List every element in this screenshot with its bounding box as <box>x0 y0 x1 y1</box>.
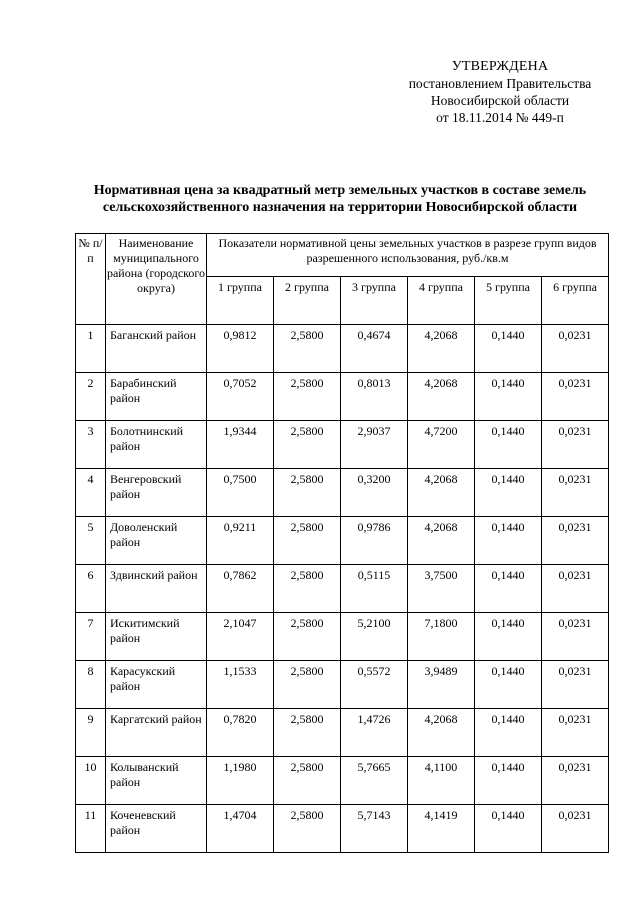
price-value-group-3: 0,5572 <box>341 661 408 709</box>
approval-line-2: Новосибирской области <box>430 93 570 108</box>
price-value-group-4: 4,2068 <box>408 517 475 565</box>
price-value-group-4: 3,7500 <box>408 565 475 613</box>
price-value-group-5: 0,1440 <box>475 325 542 373</box>
column-header-number: № п/п <box>76 234 106 325</box>
column-header-name: Наименование муниципального района (городского округа) <box>106 234 207 325</box>
price-value-group-2: 2,5800 <box>274 469 341 517</box>
price-value-group-5: 0,1440 <box>475 373 542 421</box>
district-name: Здвинский район <box>106 565 207 613</box>
row-number: 6 <box>76 565 106 613</box>
price-value-group-4: 3,9489 <box>408 661 475 709</box>
price-value-group-4: 4,1100 <box>408 757 475 805</box>
approval-line-1: постановлением Правительства <box>408 76 592 91</box>
approval-block <box>355 58 640 126</box>
price-value-group-1: 2,1047 <box>207 613 274 661</box>
approval-line-3: от 18.11.2014 № 449-п <box>436 110 564 125</box>
district-name: Баганский район <box>106 325 207 373</box>
price-value-group-5: 0,1440 <box>475 757 542 805</box>
price-value-group-6: 0,0231 <box>542 709 609 757</box>
price-value-group-2: 2,5800 <box>274 325 341 373</box>
district-name: Коченевский район <box>106 805 207 853</box>
table-row <box>76 757 609 805</box>
district-name: Доволенский район <box>106 517 207 565</box>
district-name: Венгеровский район <box>106 469 207 517</box>
price-value-group-6: 0,0231 <box>542 757 609 805</box>
row-number: 11 <box>76 805 106 853</box>
table-row <box>76 469 609 517</box>
column-header-indicators: Показатели нормативной цены земельных участков в разрезе групп видов разрешенного использования, руб./кв.м <box>207 234 609 277</box>
district-name: Каргатский район <box>106 709 207 757</box>
price-value-group-3: 0,8013 <box>341 373 408 421</box>
table-row <box>76 613 609 661</box>
price-value-group-6: 0,0231 <box>542 661 609 709</box>
table-row <box>76 565 609 613</box>
price-value-group-1: 0,9211 <box>207 517 274 565</box>
price-value-group-2: 2,5800 <box>274 373 341 421</box>
price-value-group-6: 0,0231 <box>542 613 609 661</box>
column-header-group-5: 5 группа <box>475 277 542 325</box>
price-value-group-5: 0,1440 <box>475 661 542 709</box>
price-value-group-4: 4,7200 <box>408 421 475 469</box>
row-number: 2 <box>76 373 106 421</box>
price-value-group-5: 0,1440 <box>475 421 542 469</box>
price-value-group-5: 0,1440 <box>475 469 542 517</box>
price-value-group-5: 0,1440 <box>475 805 542 853</box>
price-value-group-4: 4,2068 <box>408 469 475 517</box>
price-value-group-1: 0,7862 <box>207 565 274 613</box>
table-row <box>76 325 609 373</box>
price-value-group-1: 0,7500 <box>207 469 274 517</box>
row-number: 10 <box>76 757 106 805</box>
price-value-group-2: 2,5800 <box>274 421 341 469</box>
table-row <box>76 421 609 469</box>
row-number: 1 <box>76 325 106 373</box>
price-value-group-4: 4,2068 <box>408 325 475 373</box>
price-value-group-6: 0,0231 <box>542 421 609 469</box>
row-number: 4 <box>76 469 106 517</box>
document-title-line-2: сельскохозяйственного назначения на территории Новосибирской области <box>102 200 578 215</box>
price-value-group-2: 2,5800 <box>274 661 341 709</box>
price-value-group-6: 0,0231 <box>542 469 609 517</box>
table-row <box>76 661 609 709</box>
district-name: Болотнинский район <box>106 421 207 469</box>
price-value-group-2: 2,5800 <box>274 805 341 853</box>
document-title-line-1: Нормативная цена за квадратный метр земельных участков в составе земель <box>93 183 587 198</box>
price-value-group-6: 0,0231 <box>542 325 609 373</box>
district-name: Колыванский район <box>106 757 207 805</box>
price-value-group-2: 2,5800 <box>274 565 341 613</box>
price-value-group-1: 0,7820 <box>207 709 274 757</box>
district-name: Карасукский район <box>106 661 207 709</box>
price-value-group-6: 0,0231 <box>542 373 609 421</box>
approval-heading: УТВЕРЖДЕНА <box>451 59 549 74</box>
price-value-group-1: 1,4704 <box>207 805 274 853</box>
price-value-group-4: 7,1800 <box>408 613 475 661</box>
price-value-group-1: 0,7052 <box>207 373 274 421</box>
column-header-group-3: 3 группа <box>341 277 408 325</box>
price-value-group-5: 0,1440 <box>475 709 542 757</box>
price-table <box>75 233 609 853</box>
price-value-group-5: 0,1440 <box>475 517 542 565</box>
price-value-group-2: 2,5800 <box>274 517 341 565</box>
price-value-group-3: 5,2100 <box>341 613 408 661</box>
row-number: 7 <box>76 613 106 661</box>
price-value-group-1: 1,1533 <box>207 661 274 709</box>
price-value-group-3: 2,9037 <box>341 421 408 469</box>
column-header-group-6: 6 группа <box>542 277 609 325</box>
price-value-group-3: 5,7143 <box>341 805 408 853</box>
column-header-group-1: 1 группа <box>207 277 274 325</box>
row-number: 9 <box>76 709 106 757</box>
price-value-group-3: 5,7665 <box>341 757 408 805</box>
table-row <box>76 517 609 565</box>
column-header-group-4: 4 группа <box>408 277 475 325</box>
price-value-group-4: 4,2068 <box>408 709 475 757</box>
district-name: Искитимский район <box>106 613 207 661</box>
price-value-group-3: 0,5115 <box>341 565 408 613</box>
price-value-group-4: 4,1419 <box>408 805 475 853</box>
table-body <box>76 325 609 853</box>
price-value-group-3: 0,9786 <box>341 517 408 565</box>
price-value-group-6: 0,0231 <box>542 565 609 613</box>
price-value-group-3: 0,4674 <box>341 325 408 373</box>
price-value-group-5: 0,1440 <box>475 565 542 613</box>
table-row <box>76 805 609 853</box>
price-value-group-2: 2,5800 <box>274 613 341 661</box>
price-value-group-3: 0,3200 <box>341 469 408 517</box>
row-number: 5 <box>76 517 106 565</box>
district-name: Барабинский район <box>106 373 207 421</box>
price-value-group-2: 2,5800 <box>274 757 341 805</box>
column-header-group-2: 2 группа <box>274 277 341 325</box>
row-number: 8 <box>76 661 106 709</box>
price-value-group-2: 2,5800 <box>274 709 341 757</box>
table-row <box>76 709 609 757</box>
row-number: 3 <box>76 421 106 469</box>
price-value-group-5: 0,1440 <box>475 613 542 661</box>
price-value-group-6: 0,0231 <box>542 517 609 565</box>
price-value-group-4: 4,2068 <box>408 373 475 421</box>
price-value-group-1: 1,9344 <box>207 421 274 469</box>
price-value-group-6: 0,0231 <box>542 805 609 853</box>
document-title <box>60 182 620 216</box>
table-row <box>76 373 609 421</box>
price-value-group-1: 1,1980 <box>207 757 274 805</box>
price-value-group-1: 0,9812 <box>207 325 274 373</box>
price-value-group-3: 1,4726 <box>341 709 408 757</box>
